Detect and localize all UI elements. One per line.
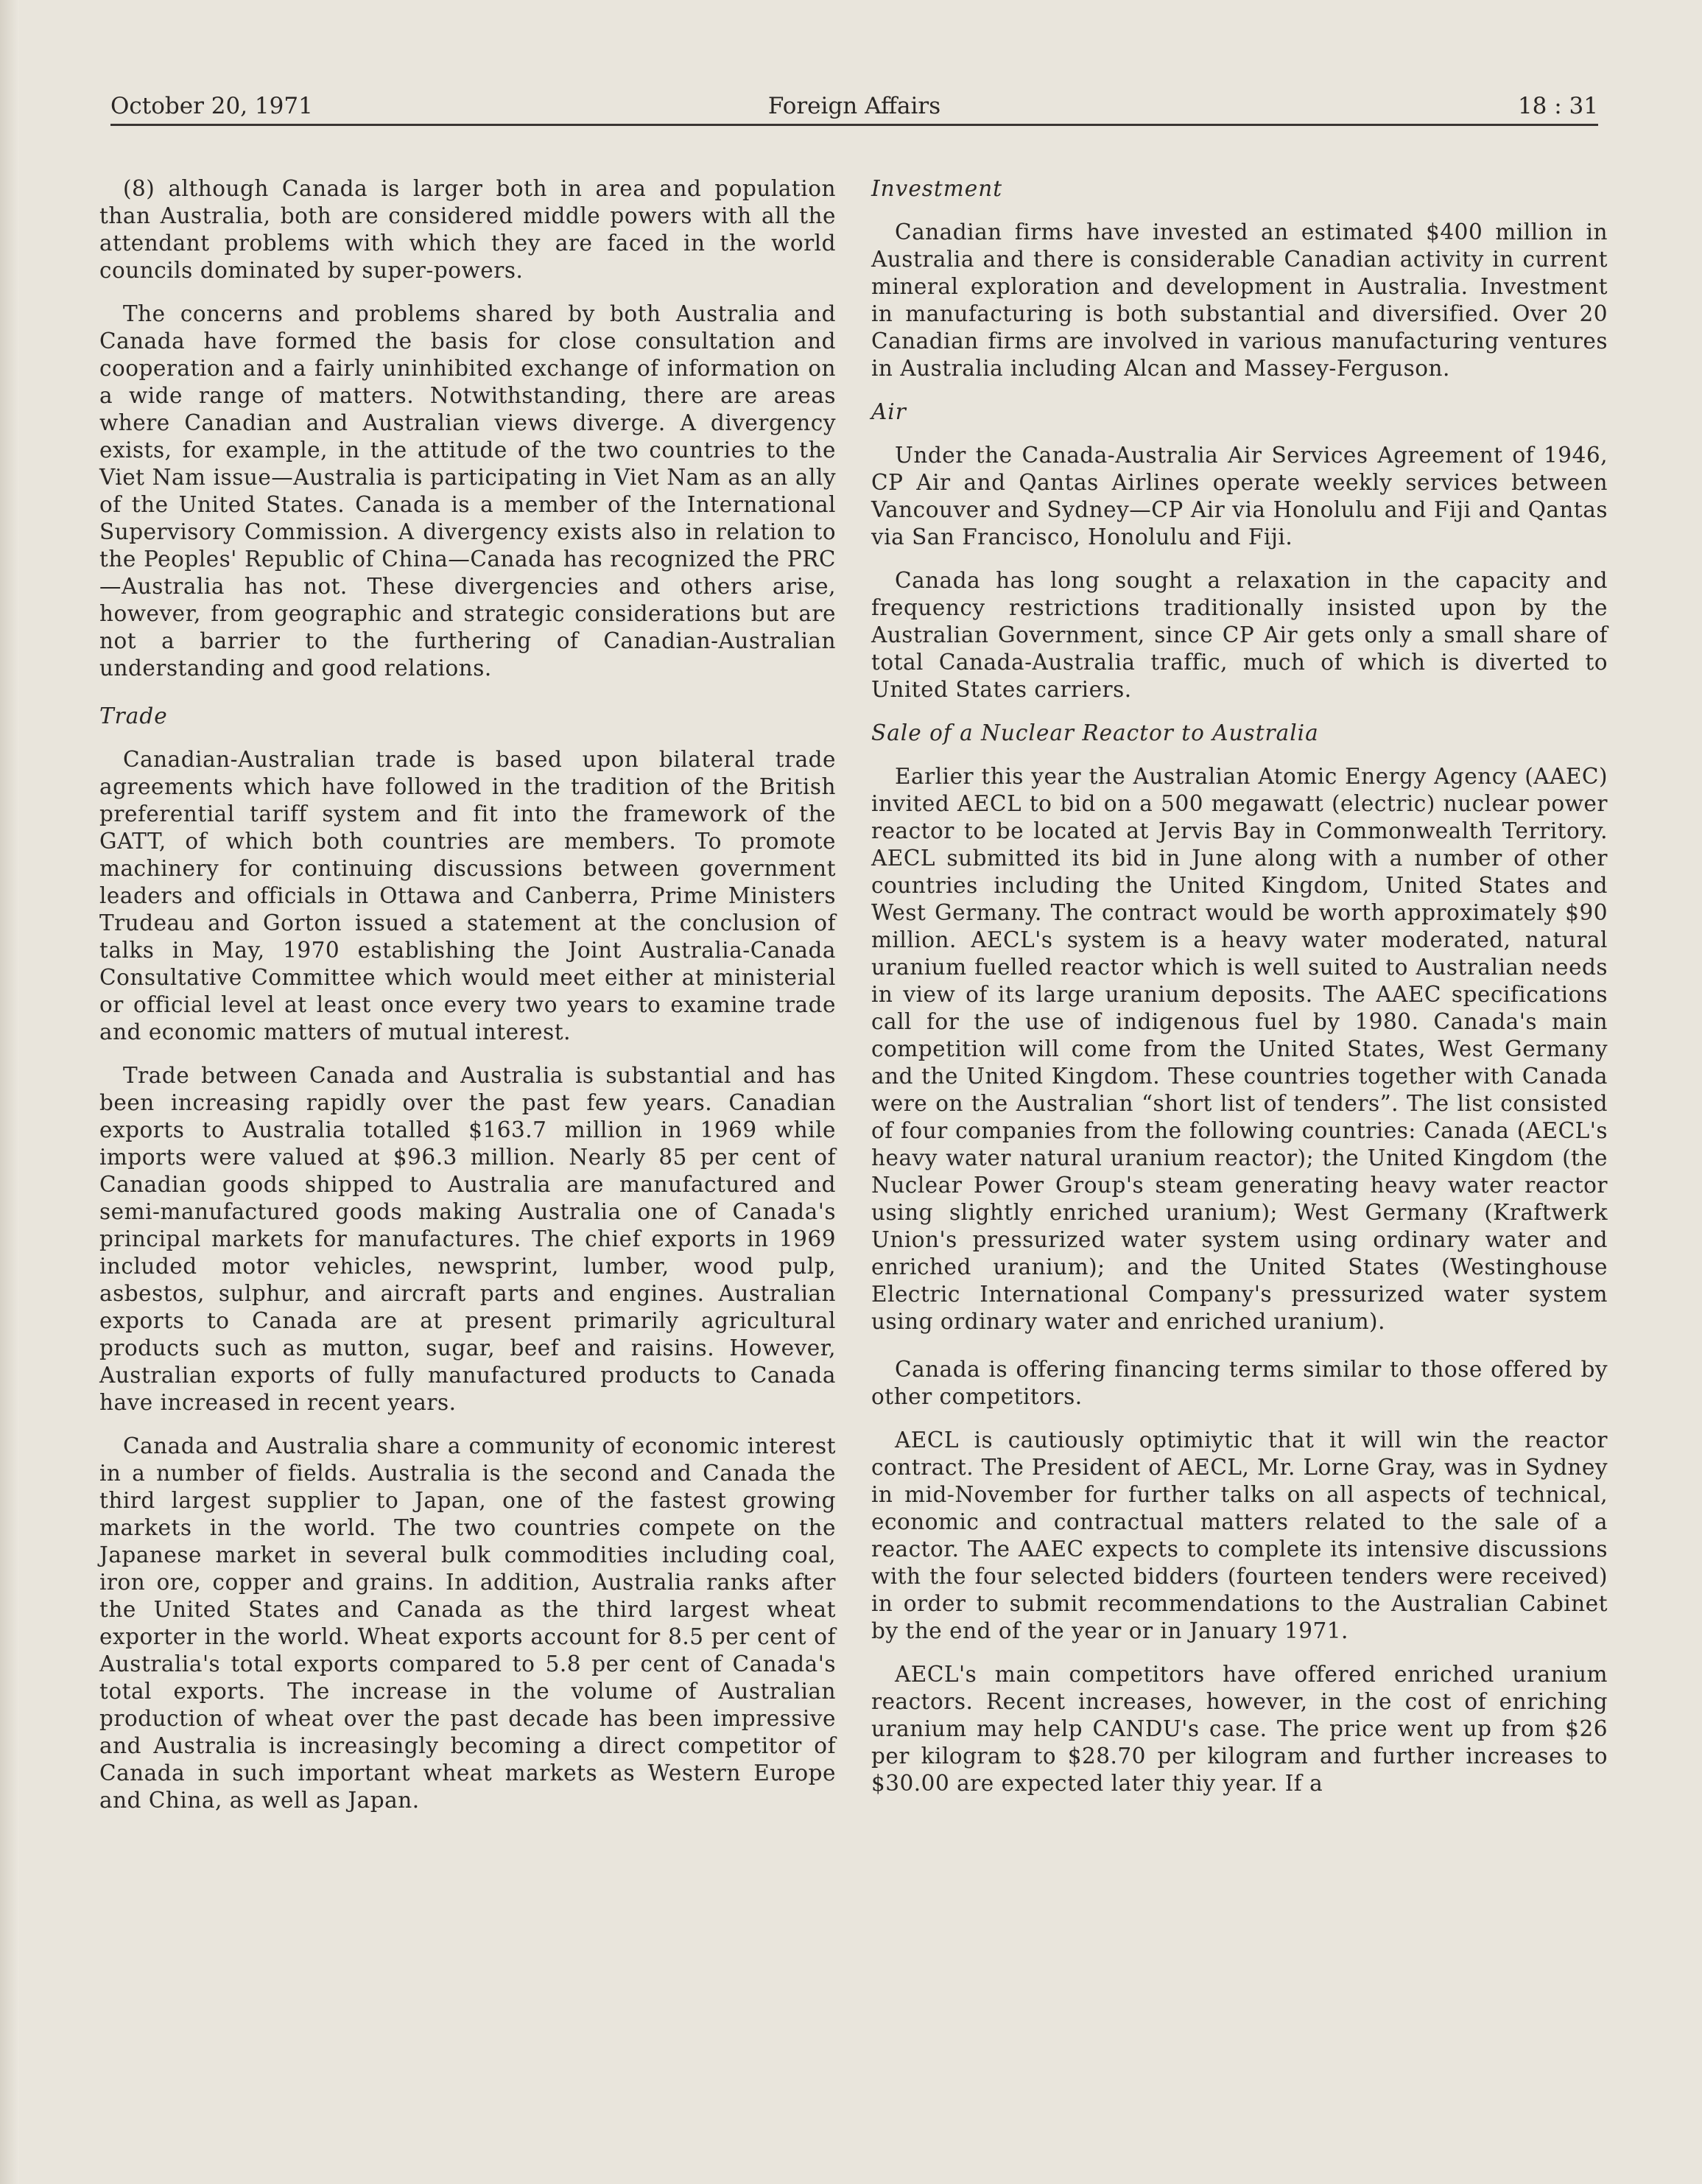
paragraph-investment: Canadian firms have invested an estimated $400 million in Australia and there is considerable Canadian activity in current mineral exploration and development in Australia. Investment in manufacturing is both substantial and diversified. Over 20 Canadian firms are involved in various manufacturing ventures in Australia including Alcan and Massey-Ferguson. [871, 220, 1608, 381]
paragraph-middle-powers: (8) although Canada is larger both in area and population than Australia, both are considered middle powers with all the attendant problems with which they are faced in the world councils dominated by super-powers. [99, 176, 836, 283]
paragraph-economic-interest: Canada and Australia share a community of economic interest in a number of fields. Australia is the second and Canada the third largest supplier to Japan, one of the fastest growing markets in the world. The two countries compete on the Japanese market in several bulk commodities including coal, iron ore, copper and grains. In addition, Australia ranks after the United States and Canada as the third largest wheat exporter in the world. Wheat exports account for 8.5 per cent of Australia's total exports compared to 5.8 per cent of Canada's total exports. The increase in the volume of Australian production of wheat over the past decade has been impressive and Australia is increasingly becoming a direct competitor of Canada in such important wheat markets as Western Europe and China, as well as Japan. [99, 1433, 836, 1813]
header-publication-title: Foreign Affairs [767, 93, 941, 119]
page-header [110, 87, 1598, 125]
header-page-number: 18 : 31 [1517, 93, 1598, 119]
section-heading-trade: Trade [99, 703, 168, 728]
paragraph-trade-agreements: Canadian-Australian trade is based upon bilateral trade agreements which have followed in the tradition of the British preferential tariff system and fit into the framework of the GATT, of which both countries are members. To promote machinery for continuing discussions between government leaders and officials in Ottawa and Canberra, Prime Ministers Trudeau and Gorton issued a statement at the conclusion of talks in May, 1970 establishing the Joint Australia-Canada Consultative Committee which would meet either at ministerial or official level at least once every two years to examine trade and economic matters of mutual interest. [99, 747, 836, 1044]
paragraph-concerns: The concerns and problems shared by both Australia and Canada have formed the basis for close consultation and cooperation and a fairly uninhibited exchange of information on a wide range of matters. Notwithstanding, there are areas where Canadian and Australian views diverge. A divergency exists, for example, in the attitude of the two countries to the Viet Nam issue—Australia is participating in Viet Nam as an ally of the United States. Canada is a member of the International Supervisory Commission. A divergency exists also in relation to the Peoples' Republic of China—Canada has recognized the PRC—Australia has not. These divergencies and others arise, however, from geographic and strategic considerations but are not a barrier to the furthering of Canadian-Australian understanding and good relations. [99, 301, 836, 681]
right-column [871, 175, 1608, 1813]
paragraph-air-restrictions: Canada has long sought a relaxation in the capacity and frequency restrictions traditionally insisted upon by the Australian Government, since CP Air gets only a small share of total Canada-Australia traffic, much of which is diverted to United States carriers. [871, 568, 1608, 702]
section-heading-investment: Investment [871, 176, 1003, 201]
paragraph-aecl-optimism: AECL is cautiously optimiytic that it will win the reactor contract. The President of AECL, Mr. Lorne Gray, was in Sydney in mid-November for further talks on all aspects of technical, economic and contractual matters related to the sale of a reactor. The AAEC expects to complete its intensive discussions with the four selected bidders (fourteen tenders were received) in order to submit recommendations to the Australian Cabinet by the end of the year or in January 1971. [871, 1428, 1608, 1643]
section-heading-air: Air [871, 399, 907, 424]
header-rule [110, 124, 1598, 126]
paragraph-financing: Canada is offering financing terms similar to those offered by other competitors. [871, 1357, 1608, 1409]
page-binding-edge [0, 0, 19, 2184]
left-column [99, 175, 836, 1830]
paragraph-competitors: AECL's main competitors have offered enriched uranium reactors. Recent increases, however, in the cost of enriching uranium may help CANDU's case. The price went up from $26 per kilogram to $28.70 per kilogram and further increases to $30.00 are expected later thiy year. If a [871, 1662, 1608, 1796]
header-date: October 20, 1971 [110, 93, 313, 119]
paragraph-air-services: Under the Canada-Australia Air Services Agreement of 1946, CP Air and Qantas Airlines operate weekly services between Vancouver and Sydney—CP Air via Honolulu and Fiji and Qantas via San Francisco, Honolulu and Fiji. [871, 443, 1608, 549]
section-heading-nuclear-reactor: Sale of a Nuclear Reactor to Australia [871, 720, 1319, 745]
paragraph-reactor-bid: Earlier this year the Australian Atomic Energy Agency (AAEC) invited AECL to bid on a 500 megawatt (electric) nuclear power reactor to be located at Jervis Bay in Commonwealth Territory. AECL submitted its bid in June along with a number of other countries including the United Kingdom, United States and West Germany. The contract would be worth approximately $90 million. AECL's system is a heavy water moderated, natural uranium fuelled reactor which is well suited to Australian needs in view of its large uranium deposits. The AAEC specifications call for the use of indigenous fuel by 1980. Canada's main competition will come from the United States, West Germany and the United Kingdom. These countries together with Canada were on the Australian “short list of tenders”. The list consisted of four companies from the following countries: Canada (AECL's heavy water natural uranium reactor); the United Kingdom (the Nuclear Power Group's steam generating heavy water reactor using slightly enriched uranium); West Germany (Kraftwerk Union's pressurized water system using ordinary water and enriched uranium); and the United States (Westinghouse Electric International Company's pressurized water system using ordinary water and enriched uranium). [871, 764, 1608, 1334]
paragraph-trade-volume: Trade between Canada and Australia is substantial and has been increasing rapidly over the past few years. Canadian exports to Australia totalled $163.7 million in 1969 while imports were valued at $96.3 million. Nearly 85 per cent of Canadian goods shipped to Australia are manufactured and semi-manufactured goods making Australia one of Canada's principal markets for manufactures. The chief exports in 1969 included motor vehicles, newsprint, lumber, wood pulp, asbestos, sulphur, and aircraft parts and engines. Australian exports to Canada are at present primarily agricultural products such as mutton, sugar, beef and raisins. However, Australian exports of fully manufactured products to Canada have increased in recent years. [99, 1063, 836, 1415]
